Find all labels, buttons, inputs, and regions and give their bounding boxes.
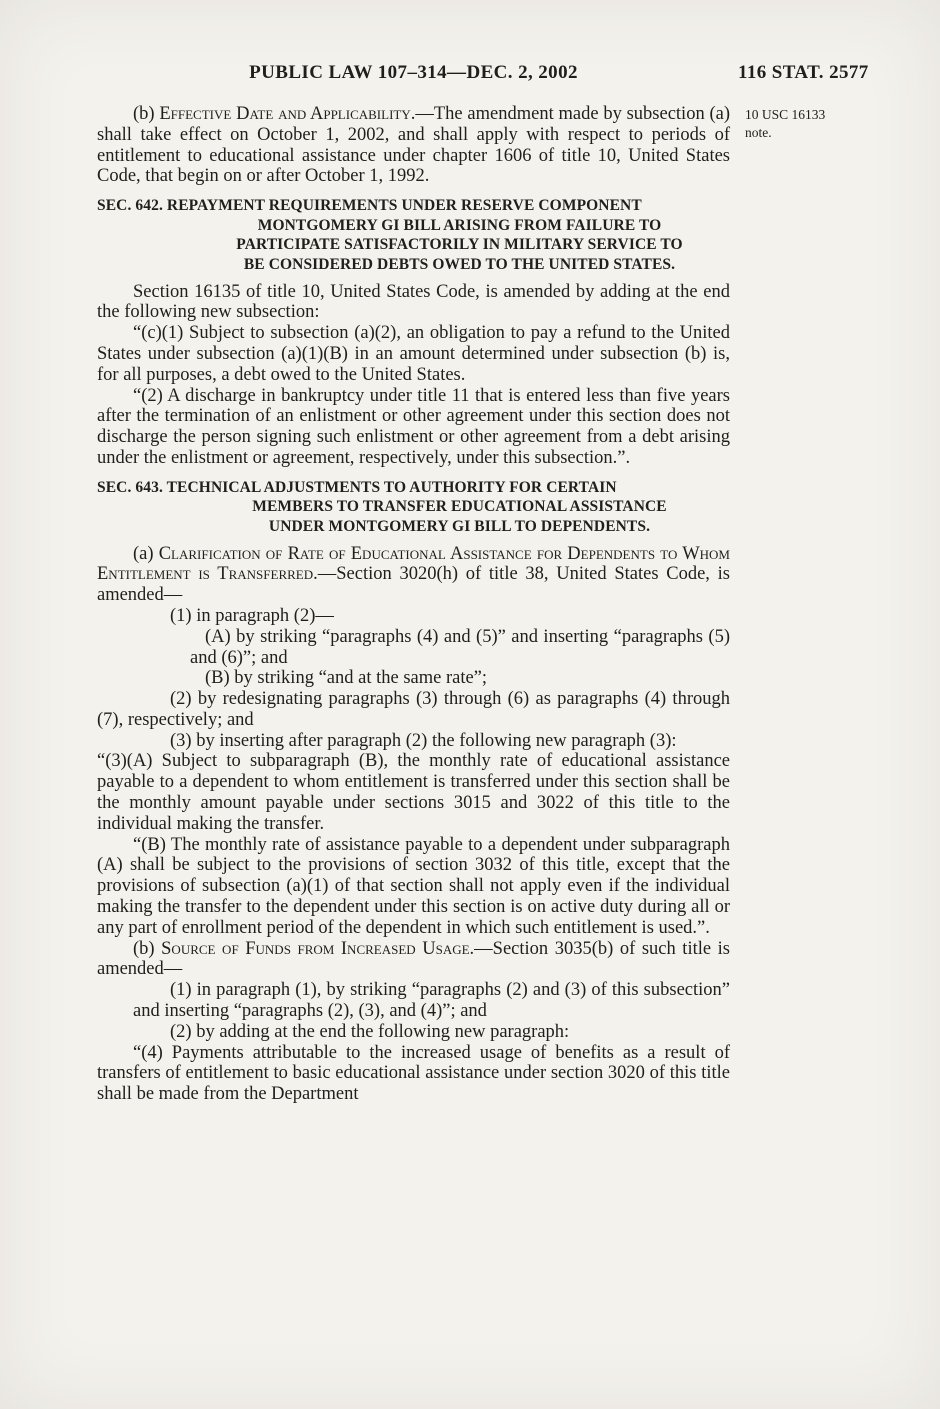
section-643-heading — [97, 478, 730, 537]
margin-note-usc — [745, 106, 920, 141]
margin-note-line: note. — [745, 124, 772, 140]
section-heading-line: UNDER MONTGOMERY GI BILL TO DEPENDENTS. — [268, 517, 651, 535]
statute-text-column — [97, 104, 730, 1105]
paragraph-label: (b) — [133, 938, 162, 959]
stat-number: 116 STAT. 2577 — [738, 62, 869, 83]
heading-term: Effective Date and Applicability — [159, 104, 411, 124]
section-heading-line: SEC. 642. REPAYMENT REQUIREMENTS UNDER RESERVE COMPONENT — [97, 197, 642, 215]
heading-term: Source of Funds from Increased Usage — [161, 938, 470, 959]
paragraph-3A: “(3)(A) Subject to subparagraph (B), the monthly rate of educational assistance payable to a dependent to whom entitlement is transferred under this section shall be the monthly amount payable under sections 3015 and 3022 of this title to the individual making the transfer. — [97, 751, 730, 834]
paragraph-b-effective-date — [97, 104, 730, 187]
amendment-item-1A: (A) by striking “paragraphs (4) and (5)” and inserting “paragraphs (5) and (6)”; and — [190, 626, 730, 668]
section-heading-line: SEC. 643. TECHNICAL ADJUSTMENTS TO AUTHORITY FOR CERTAIN — [97, 478, 617, 496]
paragraph-text: .—The amendment made by subsection (a) shall take effect on October 1, 2002, and shall apply with respect to periods of entitlement to educational assistance under chapter 1606 of title 10, United States Code, that begin on or after October 1, 1992. — [97, 104, 731, 187]
heading-term: Clarification of Rate of Educational Assistance for Dependents to Whom Entitlement is Transferred — [97, 543, 730, 585]
paragraph-a-clarification — [97, 544, 730, 606]
page-content — [0, 104, 940, 1105]
section-heading-line: MEMBERS TO TRANSFER EDUCATIONAL ASSISTANCE — [252, 498, 667, 516]
margin-notes-column — [730, 104, 920, 141]
law-title: PUBLIC LAW 107–314—DEC. 2, 2002 — [249, 62, 578, 83]
amendment-item-b1: (1) in paragraph (1), by striking “paragraphs (2) and (3) of this subsection” and inserting “paragraphs (2), (3), and (4)”; and — [133, 980, 730, 1022]
amendment-item-1: (1) in paragraph (2)— — [170, 605, 334, 626]
paragraph-c1: “(c)(1) Subject to subsection (a)(2), an obligation to pay a refund to the United States under subsection (a)(1)(B) in an amount determined under subsection (b) is, for all purposes, a debt owed to the United States. — [97, 323, 730, 385]
paragraph-label: (a) — [133, 543, 159, 564]
page-header — [0, 0, 940, 84]
section-642-heading — [97, 196, 730, 274]
margin-note-line: 10 USC 16133 — [745, 107, 826, 122]
paragraph-3B: “(B) The monthly rate of assistance payable to a dependent under subparagraph (A) shall be subject to the provisions of section 3032 of this title, except that the provisions of subsection (a)(1) of that section shall not apply even if the individual making the transfer to the dependent under this section is on active duty during all or any part of enrollment period of the dependent in which such entitlement is used.”. — [97, 834, 730, 938]
section-heading-line: PARTICIPATE SATISFACTORILY IN MILITARY SERVICE TO — [236, 236, 683, 254]
paragraph-text: .—Section 3035(b) of such title is amended— — [97, 938, 730, 980]
paragraph-section-16135: Section 16135 of title 10, United States Code, is amended by adding at the end the following new subsection: — [97, 281, 730, 323]
paragraph-label: (b) — [133, 104, 160, 124]
section-heading-line: MONTGOMERY GI BILL ARISING FROM FAILURE TO — [257, 216, 662, 234]
section-heading-line: BE CONSIDERED DEBTS OWED TO THE UNITED STATES. — [243, 255, 676, 273]
amendment-item-b2: (2) by adding at the end the following new paragraph: — [170, 1021, 570, 1042]
paragraph-b-source-of-funds — [97, 939, 730, 981]
amendment-item-1B: (B) by striking “and at the same rate”; — [205, 668, 488, 689]
paragraph-text: .—Section 3020(h) of title 38, United States Code, is amended— — [97, 564, 731, 606]
amendment-item-3: (3) by inserting after paragraph (2) the following new paragraph (3): — [170, 730, 677, 751]
paragraph-c2: “(2) A discharge in bankruptcy under title 11 that is entered less than five years after the termination of an enlistment or other agreement under this section does not discharge the person signing such enlistment or other agreement from a debt arising under the enlistment or agreement, respectively, under this subsection.”. — [97, 385, 730, 468]
paragraph-4-payments: “(4) Payments attributable to the increased usage of benefits as a result of transfers of entitlement to basic educational assistance under section 3020 of this title shall be made from the Department — [97, 1042, 730, 1105]
amendment-item-2: (2) by redesignating paragraphs (3) through (6) as paragraphs (4) through (7), respectively; and — [97, 689, 730, 730]
